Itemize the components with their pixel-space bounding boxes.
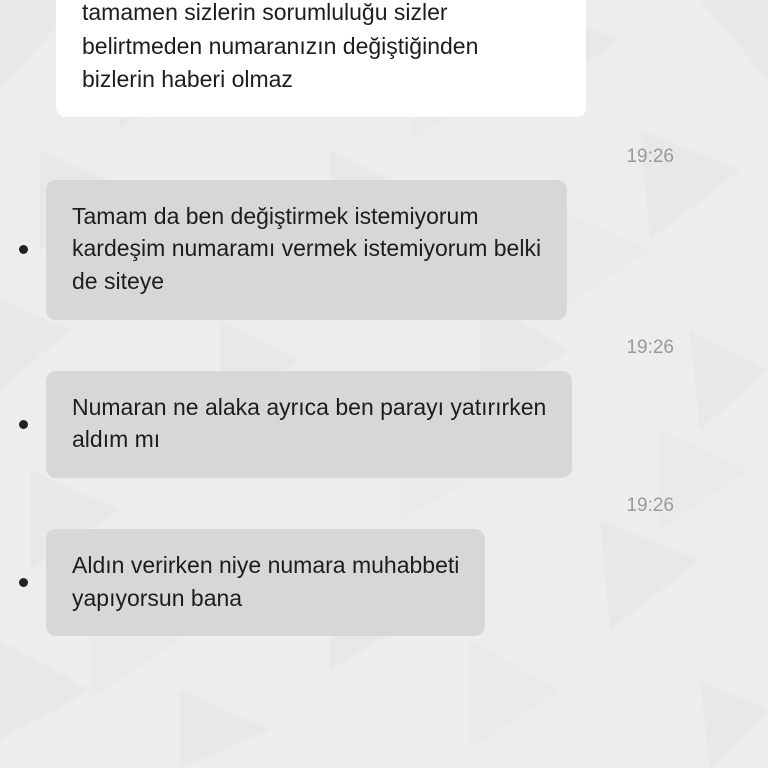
message-line: Tamam da ben değiştirmek istemiyorum	[72, 202, 479, 229]
message-line: Numaran ne alaka ayrıca ben parayı yatırırken	[72, 393, 547, 420]
message-item[interactable]	[0, 320, 768, 478]
message-line: yapıyorsun bana	[72, 584, 243, 611]
message-timestamp: 19:26	[626, 145, 674, 167]
message-line: belirtmeden numaranızın değiştiğinden	[82, 32, 479, 59]
message-timestamp: 19:26	[626, 336, 674, 358]
message-line: aldım mı	[72, 426, 161, 453]
message-line: Aldın verirken niye numara muhabbeti	[72, 552, 460, 579]
message-line: bizlerin haberi olmaz	[82, 66, 293, 93]
message-item[interactable]	[0, 117, 768, 320]
message-bubble[interactable]	[46, 180, 567, 320]
unread-bullet-icon	[0, 578, 46, 587]
message-item-top-partial[interactable]	[0, 0, 768, 117]
unread-bullet-icon	[0, 420, 46, 429]
message-line: de siteye	[72, 268, 165, 295]
message-bubble[interactable]	[46, 529, 485, 636]
message-line: kardeşim numaramı vermek istemiyorum belki	[72, 235, 542, 262]
message-bubble[interactable]	[56, 0, 586, 117]
unread-bullet-icon	[0, 245, 46, 254]
message-line: tamamen sizlerin sorumluluğu sizler	[82, 0, 448, 25]
message-bubble[interactable]	[46, 371, 572, 478]
message-timestamp: 19:26	[626, 495, 674, 517]
message-item[interactable]	[0, 478, 768, 636]
